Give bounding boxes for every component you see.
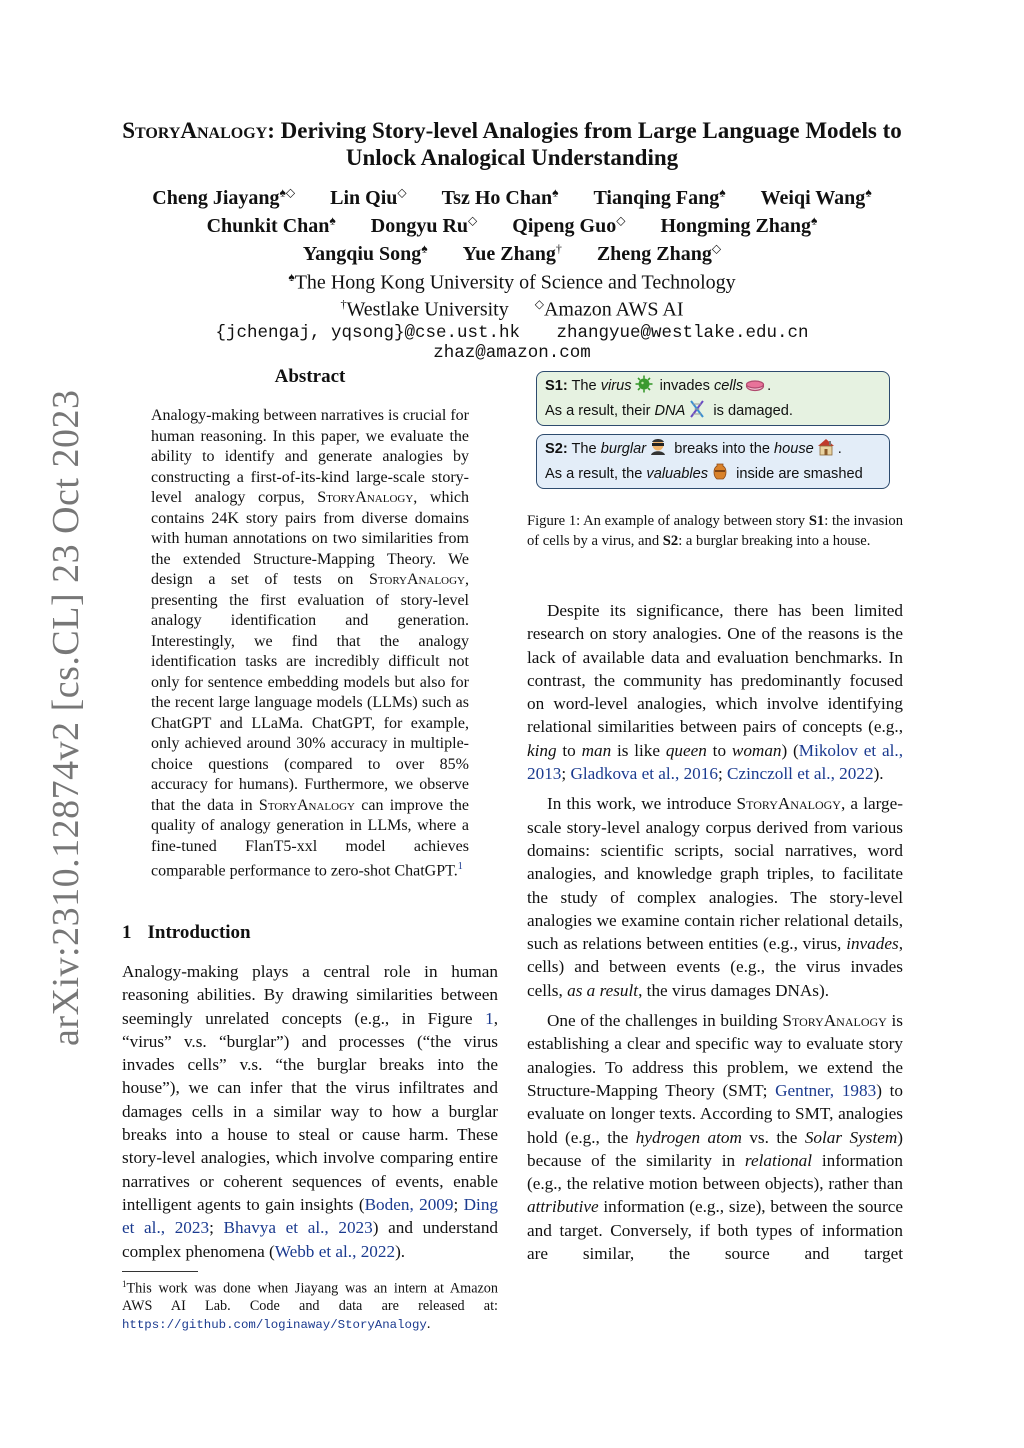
s1-line-1: S1: The virus invades cells . bbox=[545, 374, 881, 399]
author: Tsz Ho Chan♠ bbox=[441, 185, 559, 209]
petri-dish-icon bbox=[745, 375, 765, 393]
citation-link[interactable]: Webb et al., 2022 bbox=[274, 1241, 396, 1261]
house-icon bbox=[816, 438, 836, 456]
author-row-2 bbox=[110, 213, 914, 238]
burglar-icon bbox=[648, 438, 668, 456]
author: Lin Qiu◇ bbox=[330, 185, 407, 209]
title-corpus-name: StoryAnalogy bbox=[122, 118, 268, 143]
figure-story-s2 bbox=[536, 434, 890, 489]
citation-link[interactable]: Ding et al., 2023 bbox=[122, 1194, 498, 1238]
abstract-heading: Abstract bbox=[274, 366, 346, 387]
author: Zheng Zhang◇ bbox=[596, 241, 722, 265]
author-row-1 bbox=[110, 185, 914, 210]
author: Yue Zhang† bbox=[462, 241, 562, 265]
author: Hongming Zhang♠ bbox=[660, 213, 818, 237]
paragraph: Despite its significance, there has been limited research on story analogies. One of the reasons is the lack of available data and evaluation benchmarks. In contrast, the community has predominantly focused on word-level analogies, which involve identifying relational similarities between pairs of concepts (e.g., king to man is like queen to woman) (Mikolov et al., 2013; Gladkova et al., 2016; Czinczoll et al., 2022). bbox=[527, 601, 903, 784]
footnote: $^1$This work was done when Jiayang was an intern at Amazon AWS AI Lab. Code and data are released at: https://github.com/loginaway/StoryAnalogy. bbox=[122, 1279, 498, 1332]
intro-paragraph: Analogy-making plays a central role in human reasoning abilities. By drawing similarities between seemingly unrelated concepts (e.g., in Figure 1, “virus” v.s. “burglar”) and processes (“the virus invades cells” v.s. “the burglar breaks into the house”), we can infer that the virus infiltrates and damages cells in a similar way to how a burglar breaks into a house to steal or cause harm. These story-level analogies, which involve comparing entire narratives or coherent sequences of events, enable intelligent agents to gain insights (Boden, 2009; Ding et al., 2023; Bhavya et al., 2023) and understand complex phenomena (Webb et al., 2022). bbox=[122, 962, 499, 1261]
paper-title bbox=[110, 117, 914, 171]
citation-link[interactable]: Mikolov et al., 2013 bbox=[527, 740, 903, 784]
citation-link[interactable]: Czinczoll et al., 2022 bbox=[727, 764, 874, 784]
figure-story-s1 bbox=[536, 371, 890, 426]
right-column-body bbox=[527, 599, 903, 1272]
citation-link[interactable]: Boden, 2009 bbox=[364, 1194, 454, 1214]
author-emails bbox=[110, 323, 914, 363]
figure-caption: Figure 1: An example of analogy between story S1: the invasion of cells by a virus, and S2: a burglar breaking into a house. bbox=[527, 513, 904, 550]
citation-link[interactable]: Gladkova et al., 2016 bbox=[570, 764, 718, 784]
virus-icon bbox=[634, 375, 654, 393]
author: Qipeng Guo◇ bbox=[512, 213, 626, 237]
code-url-link[interactable]: https://github.com/loginaway/StoryAnalogy bbox=[122, 1317, 427, 1332]
author: Weiqi Wang♠ bbox=[760, 185, 872, 209]
dna-icon bbox=[687, 400, 707, 418]
title-text: : Deriving Story-level Analogies from Large Language Models to Unlock Analogical Understanding bbox=[267, 118, 902, 170]
affiliation-hkust: ♠The Hong Kong University of Science and Technology bbox=[288, 270, 736, 294]
s2-line-2: As a result, the valuables inside are smashed bbox=[545, 462, 881, 487]
section-heading-introduction: 1 Introduction bbox=[122, 922, 251, 943]
author: Chunkit Chan♠ bbox=[206, 213, 336, 237]
figure-link[interactable]: 1 bbox=[485, 1008, 494, 1028]
author: Dongyu Ru◇ bbox=[370, 213, 478, 237]
s1-line-2: As a result, their DNA is damaged. bbox=[545, 399, 881, 424]
abstract-body: Analogy-making between narratives is crucial for human reasoning. In this paper, we evaluate the ability to identify and generate analogies by constructing a first-of-its-kind large-scale story-level analogy corpus, StoryAnalogy, which contains 24K story pairs from diverse domains with human annotations on two similarities from the extended Structure-Mapping Theory. We design a set of tests on StoryAnalogy, presenting the first evaluation of story-level analogy identification and generation. Interestingly, we find that the analogy identification tasks are incredibly difficult not only for sentence embedding models but also for the recent large language models (LLMs) such as ChatGPT and LLaMa. ChatGPT, for example, only achieved around 30% accuracy in multiple-choice questions (compared to over 85% accuracy for humans). Furthermore, we observe that the data in StoryAnalogy can improve the quality of analogy generation in LLMs, where a fine-tuned FlanT5-xxl model achieves comparable performance to zero-shot ChatGPT.$^1$ bbox=[151, 407, 469, 880]
email: {jchengaj, yqsong}@cse.ust.hk bbox=[215, 323, 520, 343]
paragraph: One of the challenges in building StoryAnalogy is establishing a clear and specific way to evaluate story analogies. To address this problem, we extend the Structure-Mapping Theory (SMT; Gentner, 1983) to evaluate on longer texts. According to SMT, analogies hold (e.g., the hydrogen atom vs. the Solar System) because of the similarity in relational information (e.g., the relative motion between objects), rather than attributive information (e.g., size), between the source and target. Conversely, if both types of information are similar, the source and target bbox=[527, 1011, 904, 1264]
author: Cheng Jiayang♠◇ bbox=[152, 185, 296, 209]
author: Yangqiu Song♠ bbox=[302, 241, 428, 265]
email: zhangyue@westlake.edu.cn bbox=[556, 323, 809, 343]
author-row-3 bbox=[110, 241, 914, 266]
email: zhaz@amazon.com bbox=[433, 343, 591, 363]
citation-link[interactable]: Bhavya et al., 2023 bbox=[223, 1218, 373, 1238]
citation-link[interactable]: Gentner, 1983 bbox=[775, 1080, 877, 1100]
paragraph: In this work, we introduce StoryAnalogy, a large-scale story-level analogy corpus derived from various domains: scientific scripts, social narratives, word analogies, and knowledge graph triples, to facilitate the study of complex analogies. The story-level analogies we examine contain richer relational details, such as relations between entities (e.g., virus, invades, cells) and between events (e.g., the virus invades cells, as a result, the virus damages DNAs). bbox=[527, 794, 903, 1000]
vase-icon bbox=[710, 463, 730, 481]
author: Tianqing Fang♠ bbox=[593, 185, 726, 209]
footnote-rule bbox=[122, 1271, 198, 1272]
arxiv-stamp: arXiv:2310.12874v2 [cs.CL] 23 Oct 2023 bbox=[45, 389, 87, 1046]
affiliation-row-2: †Westlake University ◇Amazon AWS AI bbox=[340, 297, 684, 321]
s2-line-1: S2: The burglar breaks into the house . bbox=[545, 437, 881, 462]
footnote-ref[interactable]: 1 bbox=[457, 861, 463, 872]
